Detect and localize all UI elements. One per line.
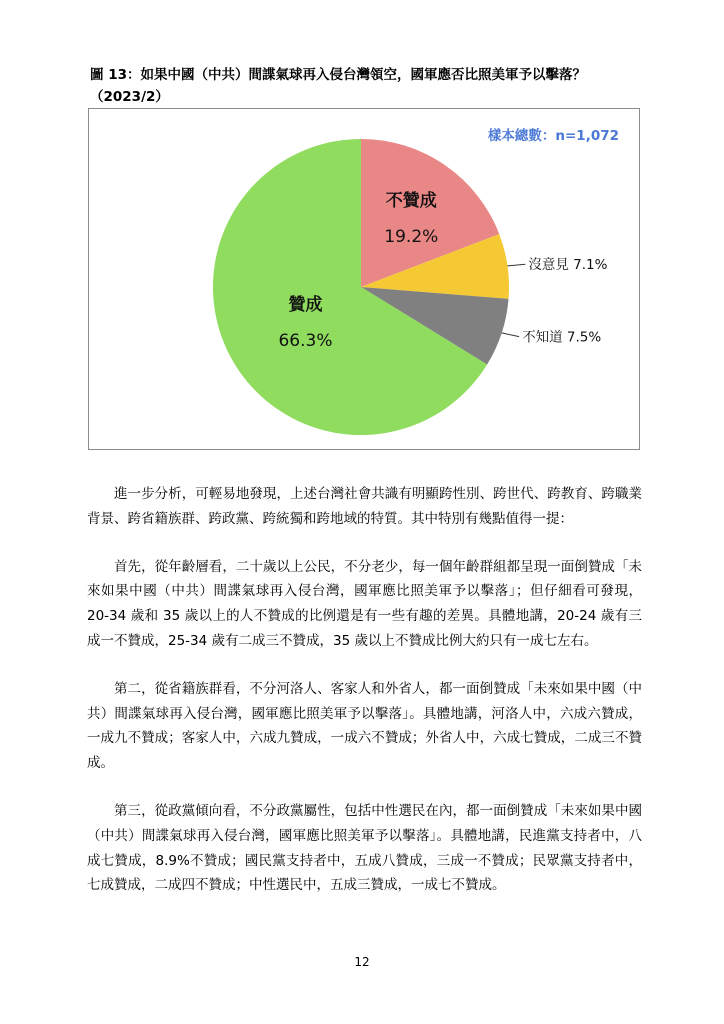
pie-chart <box>88 108 640 450</box>
pie-leader-1 <box>508 264 526 266</box>
sample-size-label: 樣本總數：n=1,072 <box>487 128 619 144</box>
figure-title: 圖 13：如果中國（中共）間諜氣球再入侵台灣領空，國軍應否比照美軍予以擊落？（2023/2） <box>90 67 586 105</box>
pie-value-3: 66.3% <box>278 331 333 352</box>
pie-value-0: 19.2% <box>384 226 439 247</box>
body-text <box>87 482 642 921</box>
pie-leader-2 <box>502 333 519 337</box>
pie-label-0: 不贊成 <box>385 190 437 211</box>
paragraph-intro: 進一步分析，可輕易地發現，上述台灣社會共識有明顯跨性別、跨世代、跨教育、跨職業背景、跨省籍族群、跨政黨、跨統獨和跨地域的特質。其中特別有幾點值得一提： <box>87 486 642 527</box>
pie-chart-svg <box>89 109 639 449</box>
pie-label-3: 贊成 <box>288 295 323 316</box>
pie-label-1: 沒意見 7.1% <box>528 257 608 274</box>
pie-label-2: 不知道 7.5% <box>522 329 602 346</box>
paragraph-ethnicity: 第二，從省籍族群看，不分河洛人、客家人和外省人，都一面倒贊成「未來如果中國（中共）間諜氣球再入侵台灣，國軍應比照美軍予以擊落」。具體地講，河洛人中，六成六贊成，一成九不贊成；客家人中，六成九贊成，一成六不贊成；外省人中，六成七贊成，二成三不贊成。 <box>87 680 642 772</box>
page-number: 12 <box>354 955 370 969</box>
paragraph-party: 第三，從政黨傾向看，不分政黨屬性，包括中性選民在內，都一面倒贊成「未來如果中國（中共）間諜氣球再入侵台灣，國軍應比照美軍予以擊落」。具體地講，民進黨支持者中，八成七贊成，8.9%不贊成；國民黨支持者中，五成八贊成，三成一不贊成；民眾黨支持者中，七成贊成，二成四不贊成；中性選民中，五成三贊成，一成七不贊成。 <box>87 802 642 894</box>
paragraph-age: 首先，從年齡層看，二十歲以上公民，不分老少，每一個年齡群組都呈現一面倒贊成「未來如果中國（中共）間諜氣球再入侵台灣，國軍應比照美軍予以擊落」；但仔細看可發現，20-34 歲和 35 歲以上的人不贊成的比例還是有一些有趣的差異。具體地講，20-24 歲有三成一不贊成，25-34 歲有二成三不贊成，35 歲以上不贊成比例大約只有一成七左右。 <box>87 558 642 649</box>
